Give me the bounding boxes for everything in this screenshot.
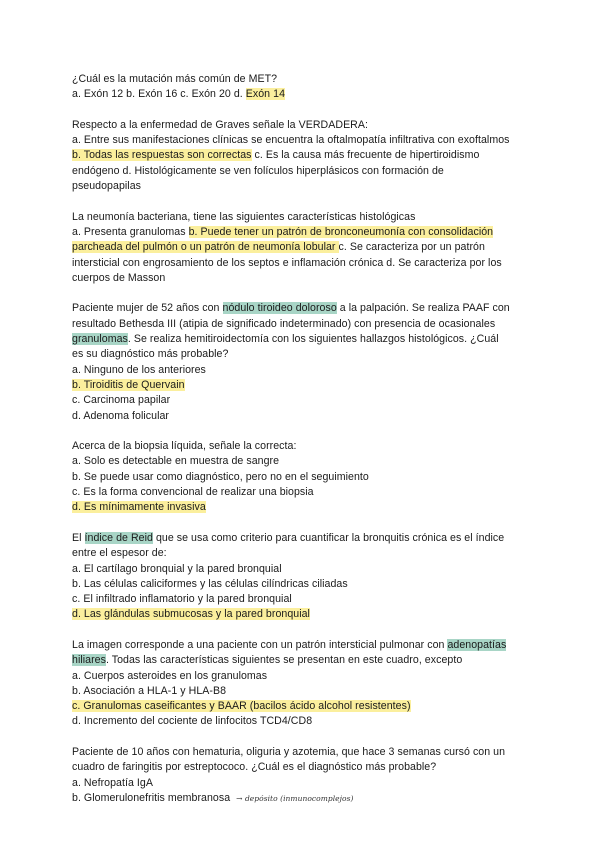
option-a: a. Cuerpos asteroides en los granulomas bbox=[72, 669, 268, 682]
stem-text: a la palpación. Se realiza PAAF con bbox=[336, 302, 510, 315]
stem-text: El bbox=[72, 531, 85, 544]
stem-text: La imagen corresponde a una paciente con un patrón intersticial pulmonar con bbox=[72, 638, 448, 651]
answer-highlight: parcheada del pulmón o un patrón de neumonía lobular bbox=[72, 241, 339, 254]
question-stem: ¿Cuál es la mutación más común de MET? bbox=[72, 73, 278, 85]
question-6 bbox=[72, 531, 528, 623]
answer-highlight: d. Es mínimamente invasiva bbox=[72, 501, 206, 514]
question-stem bbox=[72, 531, 528, 546]
option-b bbox=[72, 791, 528, 806]
question-1 bbox=[72, 72, 528, 103]
option-a: a. Ninguno de los anteriores bbox=[72, 363, 206, 376]
option-c bbox=[72, 699, 528, 714]
question-stem: La neumonía bacteriana, tiene las siguientes características histológicas bbox=[72, 210, 416, 223]
question-stem: resultado Bethesda III (atipia de significado indeterminado) con presencia de ocasionales bbox=[72, 317, 496, 330]
answer-highlight: Exón 14 bbox=[245, 88, 286, 101]
option-b bbox=[72, 378, 528, 393]
handwritten-note: → depósito (inmunocomplejos) bbox=[236, 793, 354, 803]
keyword-highlight: nódulo tiroideo doloroso bbox=[222, 302, 337, 315]
options-line bbox=[72, 148, 528, 163]
option-b: b. Asociación a HLA-1 y HLA-B8 bbox=[72, 684, 227, 697]
question-7 bbox=[72, 638, 528, 730]
stem-text: . Todas las características siguientes se presentan en este cuadro, excepto bbox=[105, 654, 463, 667]
question-5 bbox=[72, 439, 528, 515]
option-text: b. Glomerulonefritis membranosa bbox=[72, 791, 231, 804]
question-stem: cuadro de faringitis por estreptococo. ¿Cuál es el diagnóstico más probable? bbox=[72, 761, 437, 774]
options-text: a. Exón 12 b. Exón 16 c. Exón 20 d. bbox=[72, 88, 246, 101]
option-c: c. Es la causa más frecuente de hipertiroidismo bbox=[251, 149, 480, 162]
option-d: d. Adenoma folicular bbox=[72, 409, 169, 422]
answer-highlight: b. Todas las respuestas son correctas bbox=[72, 149, 252, 162]
question-stem: Paciente de 10 años con hematuria, oliguria y azotemia, que hace 3 semanas cursó con un bbox=[72, 746, 506, 759]
question-8 bbox=[72, 745, 528, 806]
option-d: d. Incremento del cociente de linfocitos TCD4/CD8 bbox=[72, 715, 313, 728]
keyword-highlight: índice de Reid bbox=[84, 531, 153, 544]
options-line: cuerpos de Masson bbox=[72, 271, 166, 284]
question-stem: Respecto a la enfermedad de Graves señale la VERDADERA: bbox=[72, 118, 368, 131]
question-stem: entre el espesor de: bbox=[72, 547, 167, 560]
option-c: c. Se caracteriza por un patrón bbox=[338, 241, 485, 254]
question-stem: Acerca de la biopsia líquida, señale la correcta: bbox=[72, 440, 297, 453]
answer-highlight: b. Puede tener un patrón de bronconeumonía con consolidación bbox=[188, 225, 494, 238]
option-a: a. Nefropatía IgA bbox=[72, 776, 153, 789]
option-b: b. Las células caliciformes y las células cilíndricas ciliadas bbox=[72, 577, 348, 590]
answer-highlight: b. Tiroiditis de Quervain bbox=[72, 378, 185, 391]
answer-highlight: d. Las glándulas submucosas y la pared bronquial bbox=[72, 608, 310, 621]
question-stem bbox=[72, 332, 528, 347]
stem-text: Paciente mujer de 52 años con bbox=[72, 302, 223, 315]
options-line bbox=[72, 240, 528, 255]
stem-text: . Se realiza hemitiroidectomía con los siguientes hallazgos histológicos. ¿Cuál bbox=[127, 333, 499, 346]
options-line: pseudopapilas bbox=[72, 180, 141, 193]
option-a: a. El cartílago bronquial y la pared bronquial bbox=[72, 562, 282, 575]
question-stem bbox=[72, 301, 528, 316]
option-c: c. Carcinoma papilar bbox=[72, 394, 171, 407]
keyword-highlight: granulomas bbox=[72, 333, 128, 346]
answer-highlight: c. Granulomas caseificantes y BAAR (bacilos ácido alcohol resistentes) bbox=[72, 700, 411, 713]
question-3 bbox=[72, 210, 528, 286]
option-c: c. Es la forma convencional de realizar una biopsia bbox=[72, 486, 314, 499]
keyword-highlight: hiliares bbox=[72, 654, 106, 667]
question-stem bbox=[72, 653, 528, 668]
options-line bbox=[72, 225, 528, 240]
options-line: endógeno d. Histológicamente se ven folículos hiperplásicos con formación de bbox=[72, 164, 444, 177]
keyword-highlight: adenopatías bbox=[447, 638, 507, 651]
stem-text: que se usa como criterio para cuantificar la bronquitis crónica es el índice bbox=[152, 531, 505, 544]
option-a: a. Solo es detectable en muestra de sangre bbox=[72, 455, 280, 468]
option-c: c. El infiltrado inflamatorio y la pared bronquial bbox=[72, 593, 292, 606]
option-a: a. Presenta granulomas bbox=[72, 225, 189, 238]
option-d bbox=[72, 500, 528, 515]
question-stem bbox=[72, 638, 528, 653]
option-d bbox=[72, 607, 528, 622]
question-2 bbox=[72, 118, 528, 194]
options-line bbox=[72, 87, 528, 102]
options-line: intersticial con engrosamiento de los septos e inflamación crónica d. Se caracteriza por los bbox=[72, 256, 502, 269]
option-a: a. Entre sus manifestaciones clínicas se encuentra la oftalmopatía infiltrativa con exoftalmos bbox=[72, 134, 510, 147]
option-b: b. Se puede usar como diagnóstico, pero no en el seguimiento bbox=[72, 470, 369, 483]
question-stem: es su diagnóstico más probable? bbox=[72, 348, 229, 361]
question-4 bbox=[72, 301, 528, 423]
